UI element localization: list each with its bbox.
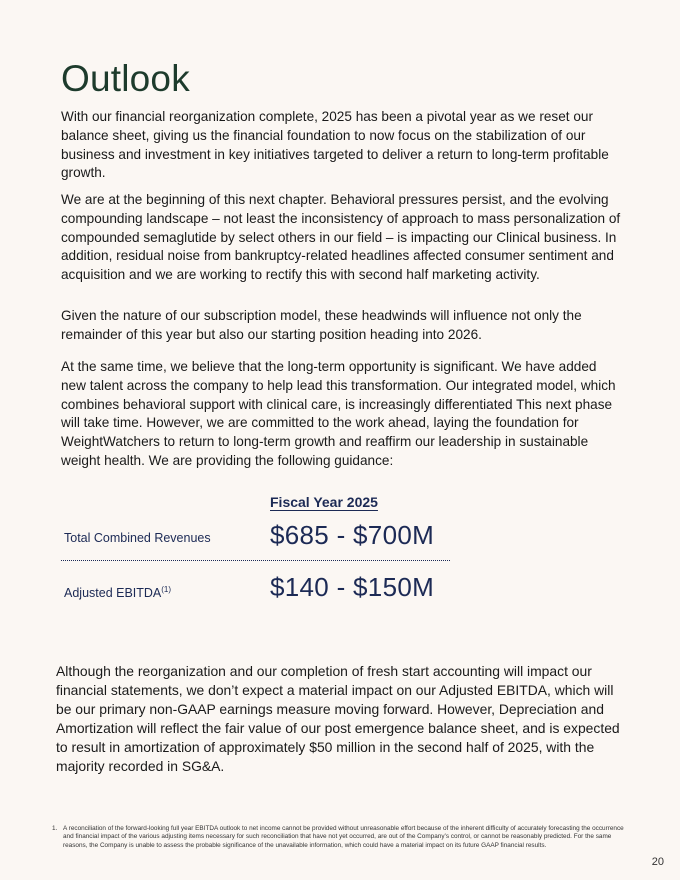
guidance-label-revenues: Total Combined Revenues — [64, 531, 211, 545]
guidance-value-ebitda: $140 - $150M — [270, 572, 435, 602]
footnote-text: A reconciliation of the forward-looking full year EBITDA outlook to net income cannot be provided without unreasonable effort because of the inherent difficulty of accurately forecasting the occurrence and financial impact of the various adjusting items necessary for such reconciliation that have not yet occurred, are out of the Company’s control, or cannot be reasonably predicted. For the same reasons, the Company is unable to assess the probable significance of the unavailable information, which could have a material impact on its future GAAP financial results. — [63, 825, 624, 849]
paragraph-closing: Although the reorganization and our completion of fresh start accounting will impact our financial statements, we don’t expect a material impact on our Adjusted EBITDA, which will be our primary non-GAAP earnings measure moving forward. However, Depreciation and Amortization will reflect the fair value of our post emergence balance sheet, and is expected to result in amortization of approximately $50 million in the second half of 2025, with the majority recorded in SG&A. — [56, 663, 620, 774]
paragraph-subscription-model: Given the nature of our subscription model, these headwinds will influence not only the remainder of this year but also our starting position heading into 2026. — [61, 308, 582, 342]
page-title: Outlook — [61, 58, 190, 99]
footnote-number: 1. — [52, 825, 58, 832]
paragraph-next-chapter: We are at the beginning of this next chapter. Behavioral pressures persist, and the evolving compounding landscape – not least the inconsistency of approach to mass personalization of compounded semaglutide by select others in our field – is impacting our Clinical business. In addition, residual noise from bankruptcy-related headlines affected consumer sentiment and acquisition and we are working to rectify this with second half marketing activity. — [61, 192, 621, 283]
paragraph-long-term-opportunity: At the same time, we believe that the long-term opportunity is significant. We have added new talent across the company to help lead this transformation. Our integrated model, which combines behavioral support with clinical care, is increasingly differentiated This next phase will take time. However, we are committed to the work ahead, laying the foundation for WeightWatchers to return to long-term growth and reaffirm our leadership in sustainable weight health. We are providing the following guidance: — [61, 359, 616, 468]
guidance-divider — [61, 560, 450, 561]
page-number: 20 — [651, 856, 664, 868]
guidance-header: Fiscal Year 2025 — [270, 494, 378, 510]
footnote — [52, 825, 627, 850]
footnote-reference: (1) — [161, 585, 172, 594]
guidance-label-ebitda: Adjusted EBITDA$^{(1)}$ — [64, 585, 172, 601]
guidance-value-revenues: $685 - $700M — [270, 520, 435, 550]
paragraph-reorganization: With our financial reorganization complete, 2025 has been a pivotal year as we reset our balance sheet, giving us the financial foundation to now focus on the stabilization of our business and investment in key initiatives targeted to deliver a return to long-term profitable growth. — [61, 109, 609, 181]
